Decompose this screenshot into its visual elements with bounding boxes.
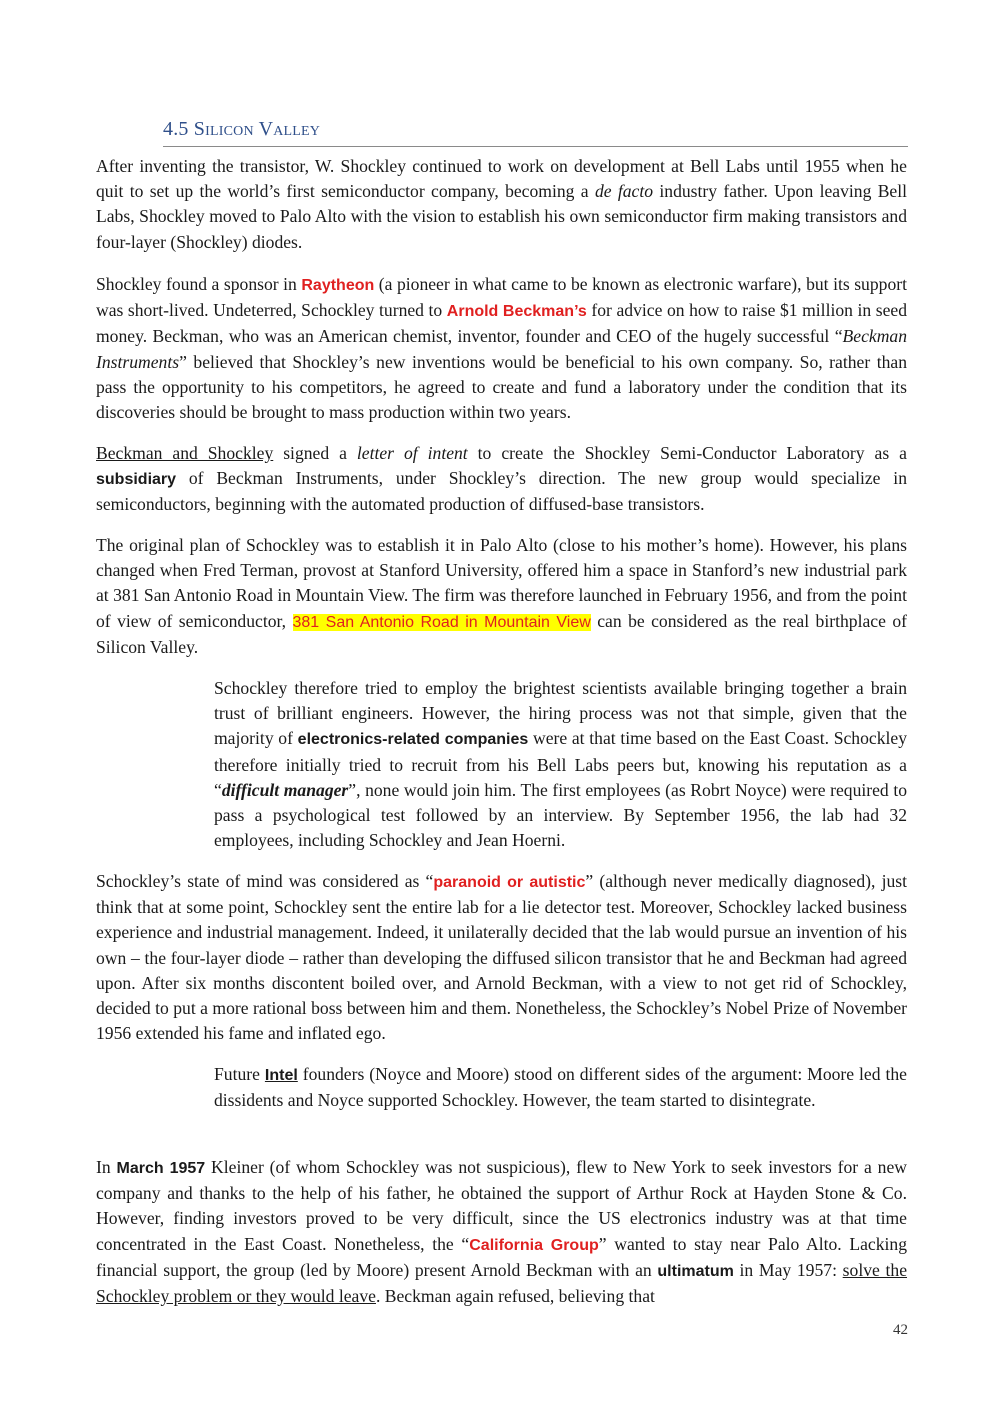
highlighted-address: 381 San Antonio Road in Mountain View (292, 613, 591, 631)
paragraph-4 (96, 533, 907, 660)
italic-text: de facto (594, 181, 654, 202)
highlight-california-group: California Group (469, 1236, 599, 1254)
text: of Beckman Instruments, under Shockley’s direction. The new group would specialize in semiconductors, beginning with the automated production of diffused-base transistors. (96, 468, 907, 515)
text: . Beckman again refused, believing that (375, 1286, 655, 1307)
text: ” (although never medically diagnosed), just think that at some point, Schockley sent the entire lab for a lie detector test. Moreover, Schockley lacked business experience and industrial management. Indeed, it unilaterally decided that the lab would pursue an invention of his own – the four-layer diode – rather than developing the diffused silicon transistor that he and Beckman had agreed upon. After six months discontent boiled over, and Arnold Beckman, with a view to not get rid of Schockley, decided to put a more rational boss between him and them. Nonetheless, the Schockley’s Nobel Prize of November 1956 extended his fame and inflated ego. (96, 871, 907, 1044)
highlight-raytheon: Raytheon (301, 277, 375, 294)
paragraph-3 (96, 441, 907, 518)
highlight-arnold-beckman: Arnold Beckman’s (446, 303, 587, 321)
text: After inventing the transistor, W. Shockley continued to work on development at Bell Labs until 1955 when he quit to set up the world’s first semiconductor company, becoming a (96, 156, 907, 202)
text: Shockley found a sponsor in (96, 274, 302, 294)
paragraph-5-indented (214, 676, 907, 853)
bold-text: ultimatum (657, 1262, 734, 1280)
text: (a pioneer in what came to be known as electronic warfare), but its support was short-lived. Undeterred, Schockley turned to (96, 274, 907, 321)
bold-underlined-text: Intel (264, 1067, 298, 1084)
bold-text: subsidiary (96, 471, 177, 489)
underlined-text: solve the Schockley problem or they would leave (96, 1259, 908, 1307)
text: to create the Shockley Semi-Conductor Laboratory as a (467, 443, 907, 463)
text: Future (214, 1064, 265, 1084)
section-heading (163, 118, 908, 147)
paragraph-1 (96, 154, 907, 255)
paragraph-6 (96, 869, 907, 1046)
text: Kleiner (of whom Schockley was not suspicious), flew to New York to seek investors for a new company and thanks to the help of his father, he obtained the support of Arthur Rock at Hayden Stone & Co. However, finding investors proved to be very difficult, since the US electronics industry was at that time concentrated in the East Coast. Nonetheless, the “ (96, 1157, 907, 1254)
text: Schockley therefore tried to employ the brightest scientists available bringing together a brain trust of brilliant engineers. However, the hiring process was not that simple, given that the majority of (214, 678, 907, 749)
text: were at that time based on the East Coast. Schockley therefore initially tried to recruit from his Bell Labs peers but, knowing his reputation as a “ (214, 728, 908, 800)
text: ”, none would join him. The first employees (as Robrt Noyce) were required to pass a psychological test followed by an interview. By September 1956, the lab had 32 employees, including Schockley and Jean Hoerni. (214, 779, 908, 851)
text: Schockley’s state of mind was considered as “ (96, 871, 434, 891)
bold-text: electronics-related companies (297, 731, 529, 749)
text: founders (Noyce and Moore) stood on different sides of the argument: Moore led the dissidents and Noyce supported Schockley. However, the team started to disintegrate. (214, 1064, 907, 1111)
underlined-text: Beckman and Shockley (96, 443, 274, 463)
paragraph-2 (96, 272, 907, 425)
page-number: 42 (893, 1322, 908, 1338)
text: industry father. Upon leaving Bell Labs, Shockley moved to Palo Alto with the vision to establish his own semiconductor firm making transistors and four-layer (Shockley) diodes. (96, 181, 908, 252)
text: In (96, 1157, 117, 1177)
text: signed a (273, 443, 357, 463)
text: can be considered as the real birthplace of Silicon Valley. (96, 610, 907, 657)
text: ” believed that Shockley’s new inventions would be beneficial to his own company. So, rather than pass the opportunity to his competitors, he agreed to create and fund a laboratory under the condition that its discoveries should be brought to mass production within two years. (96, 351, 907, 423)
text: for advice on how to raise $1 million in seed money. Beckman, who was an American chemist, inventor, founder and CEO of the hugely successful “ (96, 300, 908, 347)
text: ” wanted to stay near Palo Alto. Lacking financial support, the group (led by Moore) present Arnold Beckman with an (96, 1233, 908, 1280)
section-title: 4.5 Silicon Valley (163, 118, 321, 140)
bold-text: March 1957 (116, 1160, 206, 1177)
text: in May 1957: (733, 1259, 843, 1280)
italic-text: letter of intent (356, 443, 468, 463)
text: The original plan of Schockley was to establish it in Palo Alto (close to his mother’s home). However, his plans changed when Fred Terman, provost at Stanford University, offered him a space in Stanford’s new industrial park at 381 San Antonio Road in Mountain View. The firm was therefore launched in February 1956, and from the point of view of semiconductor, (96, 535, 907, 631)
highlight-paranoid: paranoid or autistic (433, 874, 586, 891)
paragraph-7-indented (214, 1062, 907, 1113)
paragraph-8 (96, 1155, 907, 1309)
bold-italic-text: difficult manager (221, 779, 349, 800)
italic-text: Beckman Instruments (96, 326, 907, 372)
